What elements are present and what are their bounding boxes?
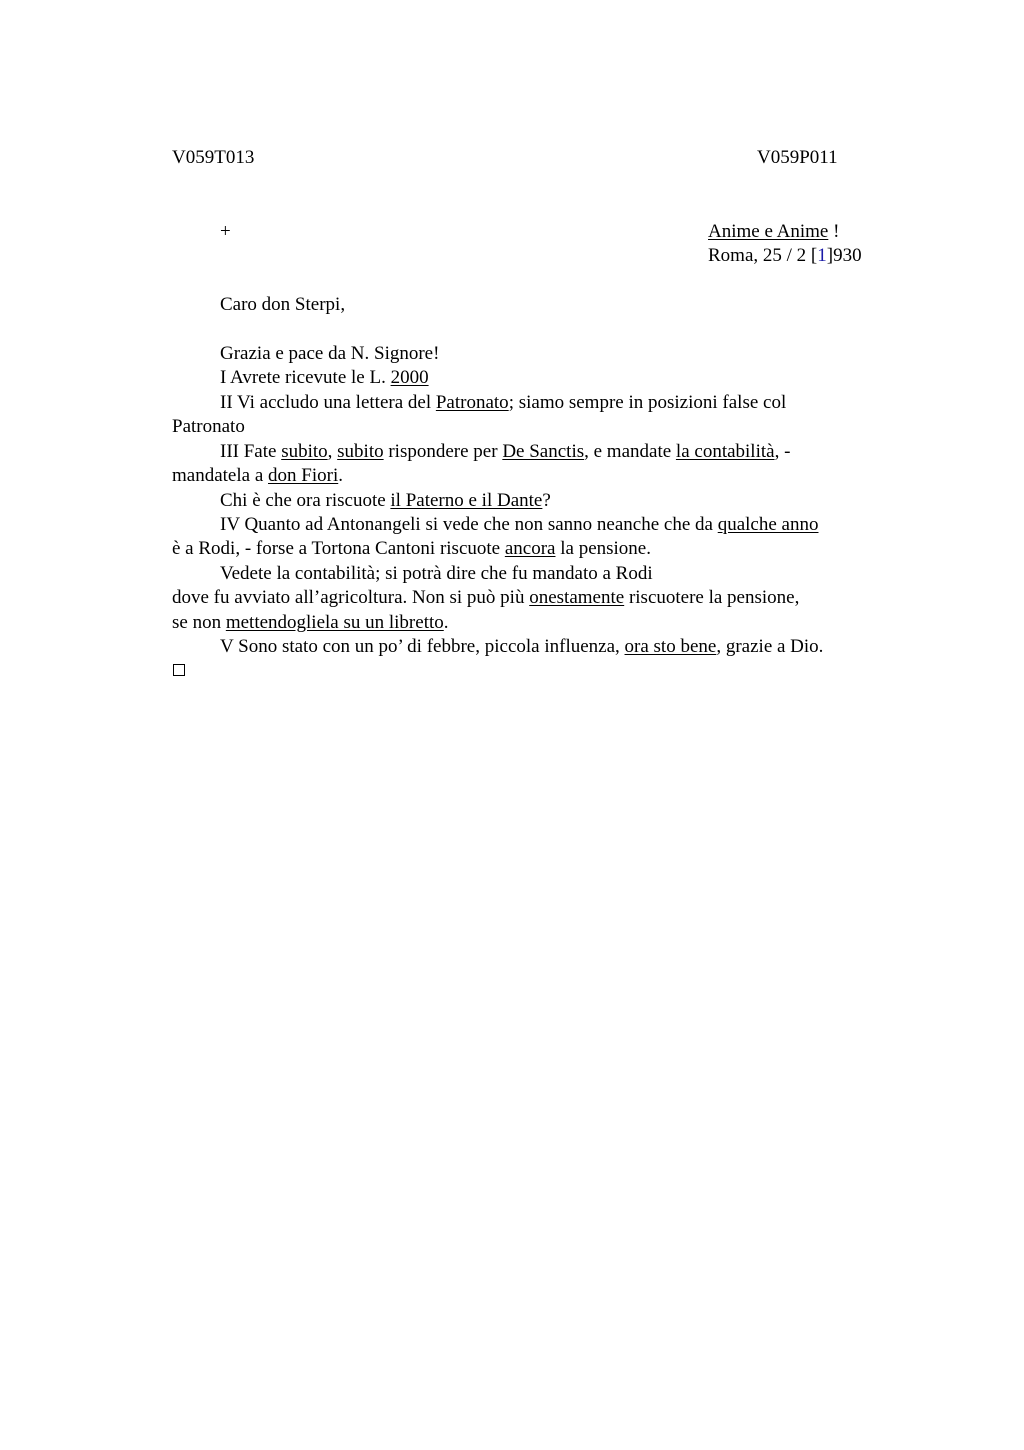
- p3-underlined-3: De Sanctis: [502, 441, 585, 462]
- p6-text-2: riscuotere la pensione,: [624, 587, 800, 608]
- p5-text-2: è a Rodi, - forse a Tortona Cantoni riscuote: [172, 538, 505, 559]
- p3-underlined-2: subito: [337, 441, 384, 462]
- p3-text-4: , -: [774, 441, 791, 462]
- p5-underlined-2: ancora: [504, 538, 556, 559]
- paragraph-3-cont: [172, 464, 343, 488]
- motto-text: Anime e Anime: [708, 221, 829, 242]
- p2-text: II Vi accludo una lettera del: [220, 392, 436, 413]
- p3-underlined-5: don Fiori: [268, 465, 339, 486]
- p1-amount: 2000: [390, 367, 429, 388]
- date-suffix: ]930: [826, 245, 862, 266]
- p1-text: I Avrete ricevute le L.: [220, 367, 391, 388]
- paragraph-7: [220, 635, 823, 659]
- p3-text-2: rispondere per: [383, 441, 503, 462]
- p4-end: ?: [542, 490, 551, 511]
- paragraph-6: Vedete la contabilità; si potrà dire che fu mandato a Rodi: [220, 563, 653, 584]
- paragraph-3: [220, 440, 790, 464]
- p7-text: V Sono stato con un po’ di febbre, piccola influenza,: [220, 636, 625, 657]
- p4-text: Chi è che ora riscuote: [220, 490, 391, 511]
- date-prefix: Roma, 25 / 2 [: [708, 245, 818, 266]
- p6-underlined-2: mettendogliela su un libretto: [225, 612, 444, 633]
- motto: [708, 220, 839, 244]
- p5-text: IV Quanto ad Antonangeli si vede che non sanno neanche che da: [220, 514, 718, 535]
- p3-underlined-1: subito: [281, 441, 328, 462]
- p6-text-3: se non: [172, 612, 226, 633]
- salutation: Caro don Sterpi,: [220, 294, 346, 315]
- paragraph-4: [220, 489, 551, 513]
- p3-end: .: [338, 465, 343, 486]
- p3-text-3: , e mandate: [584, 441, 676, 462]
- p6-end: .: [443, 612, 449, 633]
- header-left-code: V059T013: [172, 147, 255, 168]
- paragraph-2-cont: Patronato: [172, 416, 245, 437]
- p5-underlined-1: qualche anno: [717, 514, 819, 535]
- p3-text: III Fate: [220, 441, 282, 462]
- p7-underlined: ora sto bene: [624, 636, 717, 657]
- p3-underlined-4: la contabilità: [675, 441, 775, 462]
- p4-underlined: il Paterno e il Dante: [390, 490, 543, 511]
- p5-end: la pensione.: [555, 538, 651, 559]
- p6-underlined-1: onestamente: [529, 587, 625, 608]
- p6-text: dove fu avviato all’agricoltura. Non si può più: [172, 587, 530, 608]
- paragraph-5-cont: [172, 537, 651, 561]
- paragraph-2: [220, 391, 786, 415]
- cross-symbol: +: [220, 221, 231, 242]
- paragraph-5: [220, 513, 818, 537]
- p3-sep: ,: [327, 441, 338, 462]
- end-square-icon: [173, 664, 185, 676]
- p3-text-5: mandatela a: [172, 465, 269, 486]
- date-insert: 1: [817, 245, 827, 266]
- p2-text-2: ; siamo sempre in posizioni false col: [508, 392, 787, 413]
- date-line: [708, 244, 862, 268]
- paragraph-1: [220, 366, 429, 390]
- paragraph-6-cont: [172, 586, 799, 610]
- paragraph-6-cont-2: [172, 611, 449, 635]
- motto-punct: !: [828, 221, 840, 242]
- p2-underlined: Patronato: [435, 392, 509, 413]
- header-right-code: V059P011: [757, 147, 838, 168]
- greeting: Grazia e pace da N. Signore!: [220, 343, 440, 364]
- p7-end: , grazie a Dio.: [716, 636, 824, 657]
